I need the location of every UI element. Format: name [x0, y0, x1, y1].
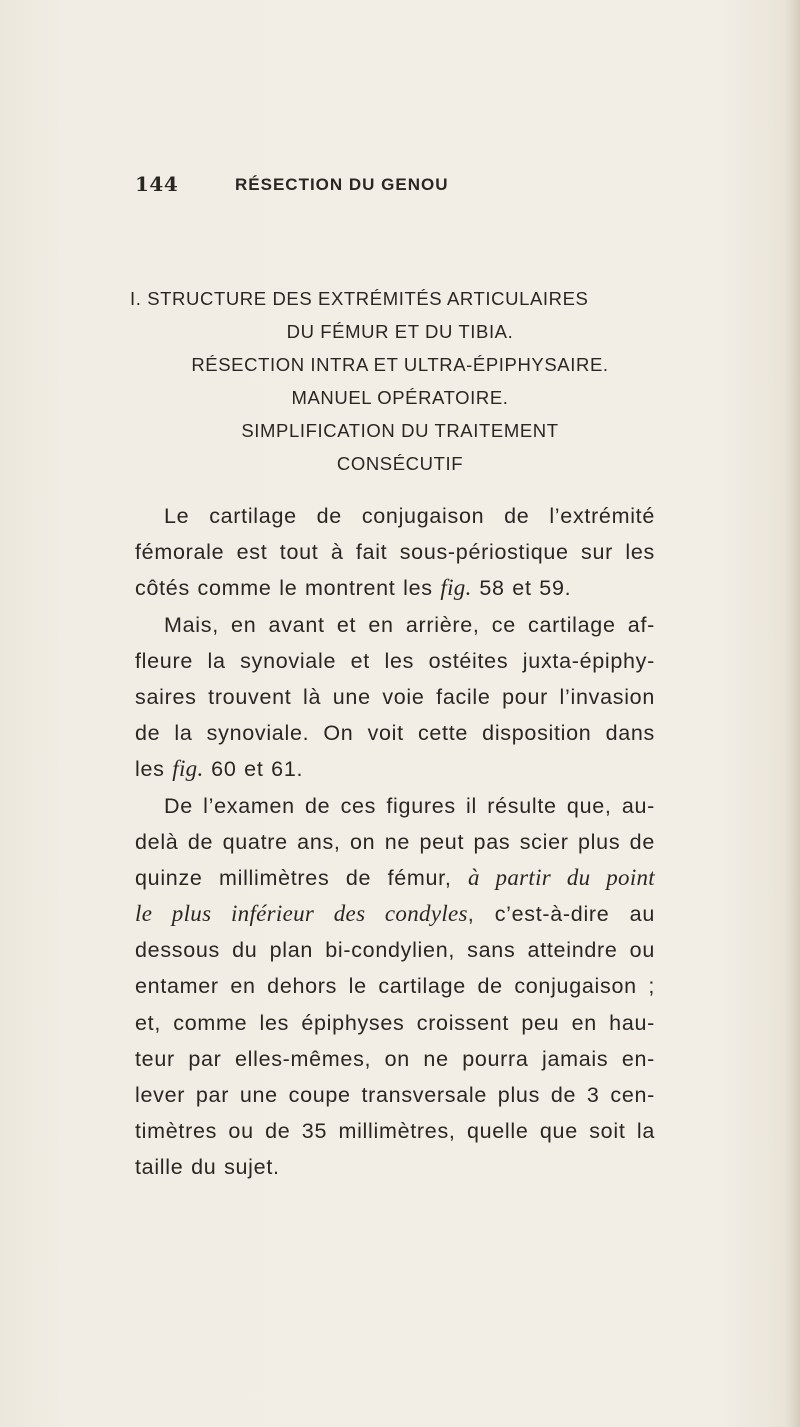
- text-line: [135, 751, 655, 787]
- italic-span: le plus inférieur des condyles: [135, 901, 468, 927]
- text-span: , c’est-à-dire au: [467, 902, 655, 927]
- text-line: fleure la synoviale et les ostéites juxta-épiphy-: [135, 648, 655, 673]
- italic-span: à partir du point: [467, 864, 655, 890]
- text-line: [135, 896, 655, 932]
- body-text: [135, 498, 655, 1186]
- text-line: [135, 860, 655, 896]
- text-line: teur par elles-mêmes, on ne pourra jamais en-: [135, 1046, 655, 1071]
- page-edge-shadow: [786, 0, 800, 1427]
- text-span: côtés comme le montrent les: [135, 576, 441, 601]
- heading-line: DU FÉMUR ET DU TIBIA.: [286, 321, 514, 342]
- text-line: lever par une coupe transversale plus de 3 cen-: [135, 1083, 655, 1107]
- text-line: timètres ou de 35 millimètres, quelle que soit la: [135, 1119, 655, 1144]
- text-line: saires trouvent là une voie facile pour l’invasion: [135, 684, 655, 709]
- text-span: les: [135, 757, 173, 782]
- heading-line: SIMPLIFICATION DU TRAITEMENT: [241, 420, 559, 441]
- text-line: fémorale est tout à fait sous-périostique sur les: [135, 540, 655, 565]
- italic-span: fig.: [172, 756, 204, 782]
- text-line: Mais, en avant et en arrière, ce cartilage af-: [164, 612, 655, 637]
- text-span: 60 et 61.: [203, 757, 304, 782]
- text-line: delà de quatre ans, on ne peut pas scier plus de: [135, 829, 655, 854]
- running-title: RÉSECTION DU GENOU: [235, 175, 449, 194]
- heading-line: CONSÉCUTIF: [336, 453, 464, 474]
- running-head: [135, 172, 735, 202]
- text-line: Le cartilage de conjugaison de l’extrémité: [164, 504, 655, 528]
- heading-line: RÉSECTION INTRA ET ULTRA-ÉPIPHYSAIRE.: [191, 354, 609, 375]
- section-heading: [130, 282, 670, 480]
- text-span: quinze millimètres de fémur,: [135, 865, 468, 890]
- italic-span: fig.: [440, 575, 472, 601]
- text-line: [135, 570, 655, 606]
- page-number: 144: [135, 172, 179, 196]
- text-line: de la synoviale. On voit cette disposition dans: [135, 721, 655, 746]
- text-span: 58 et 59.: [471, 576, 572, 601]
- text-line: et, comme les épiphyses croissent peu en hau-: [135, 1010, 655, 1035]
- text-line: taille du sujet.: [135, 1155, 280, 1180]
- text-line: De l’examen de ces figures il résulte que, au-: [164, 793, 655, 818]
- heading-line: MANUEL OPÉRATOIRE.: [291, 387, 509, 408]
- heading-line: I. STRUCTURE DES EXTRÉMITÉS ARTICULAIRES: [130, 288, 589, 309]
- text-line: dessous du plan bi-condylien, sans atteindre ou: [135, 938, 655, 963]
- text-line: entamer en dehors le cartilage de conjugaison ;: [135, 974, 655, 999]
